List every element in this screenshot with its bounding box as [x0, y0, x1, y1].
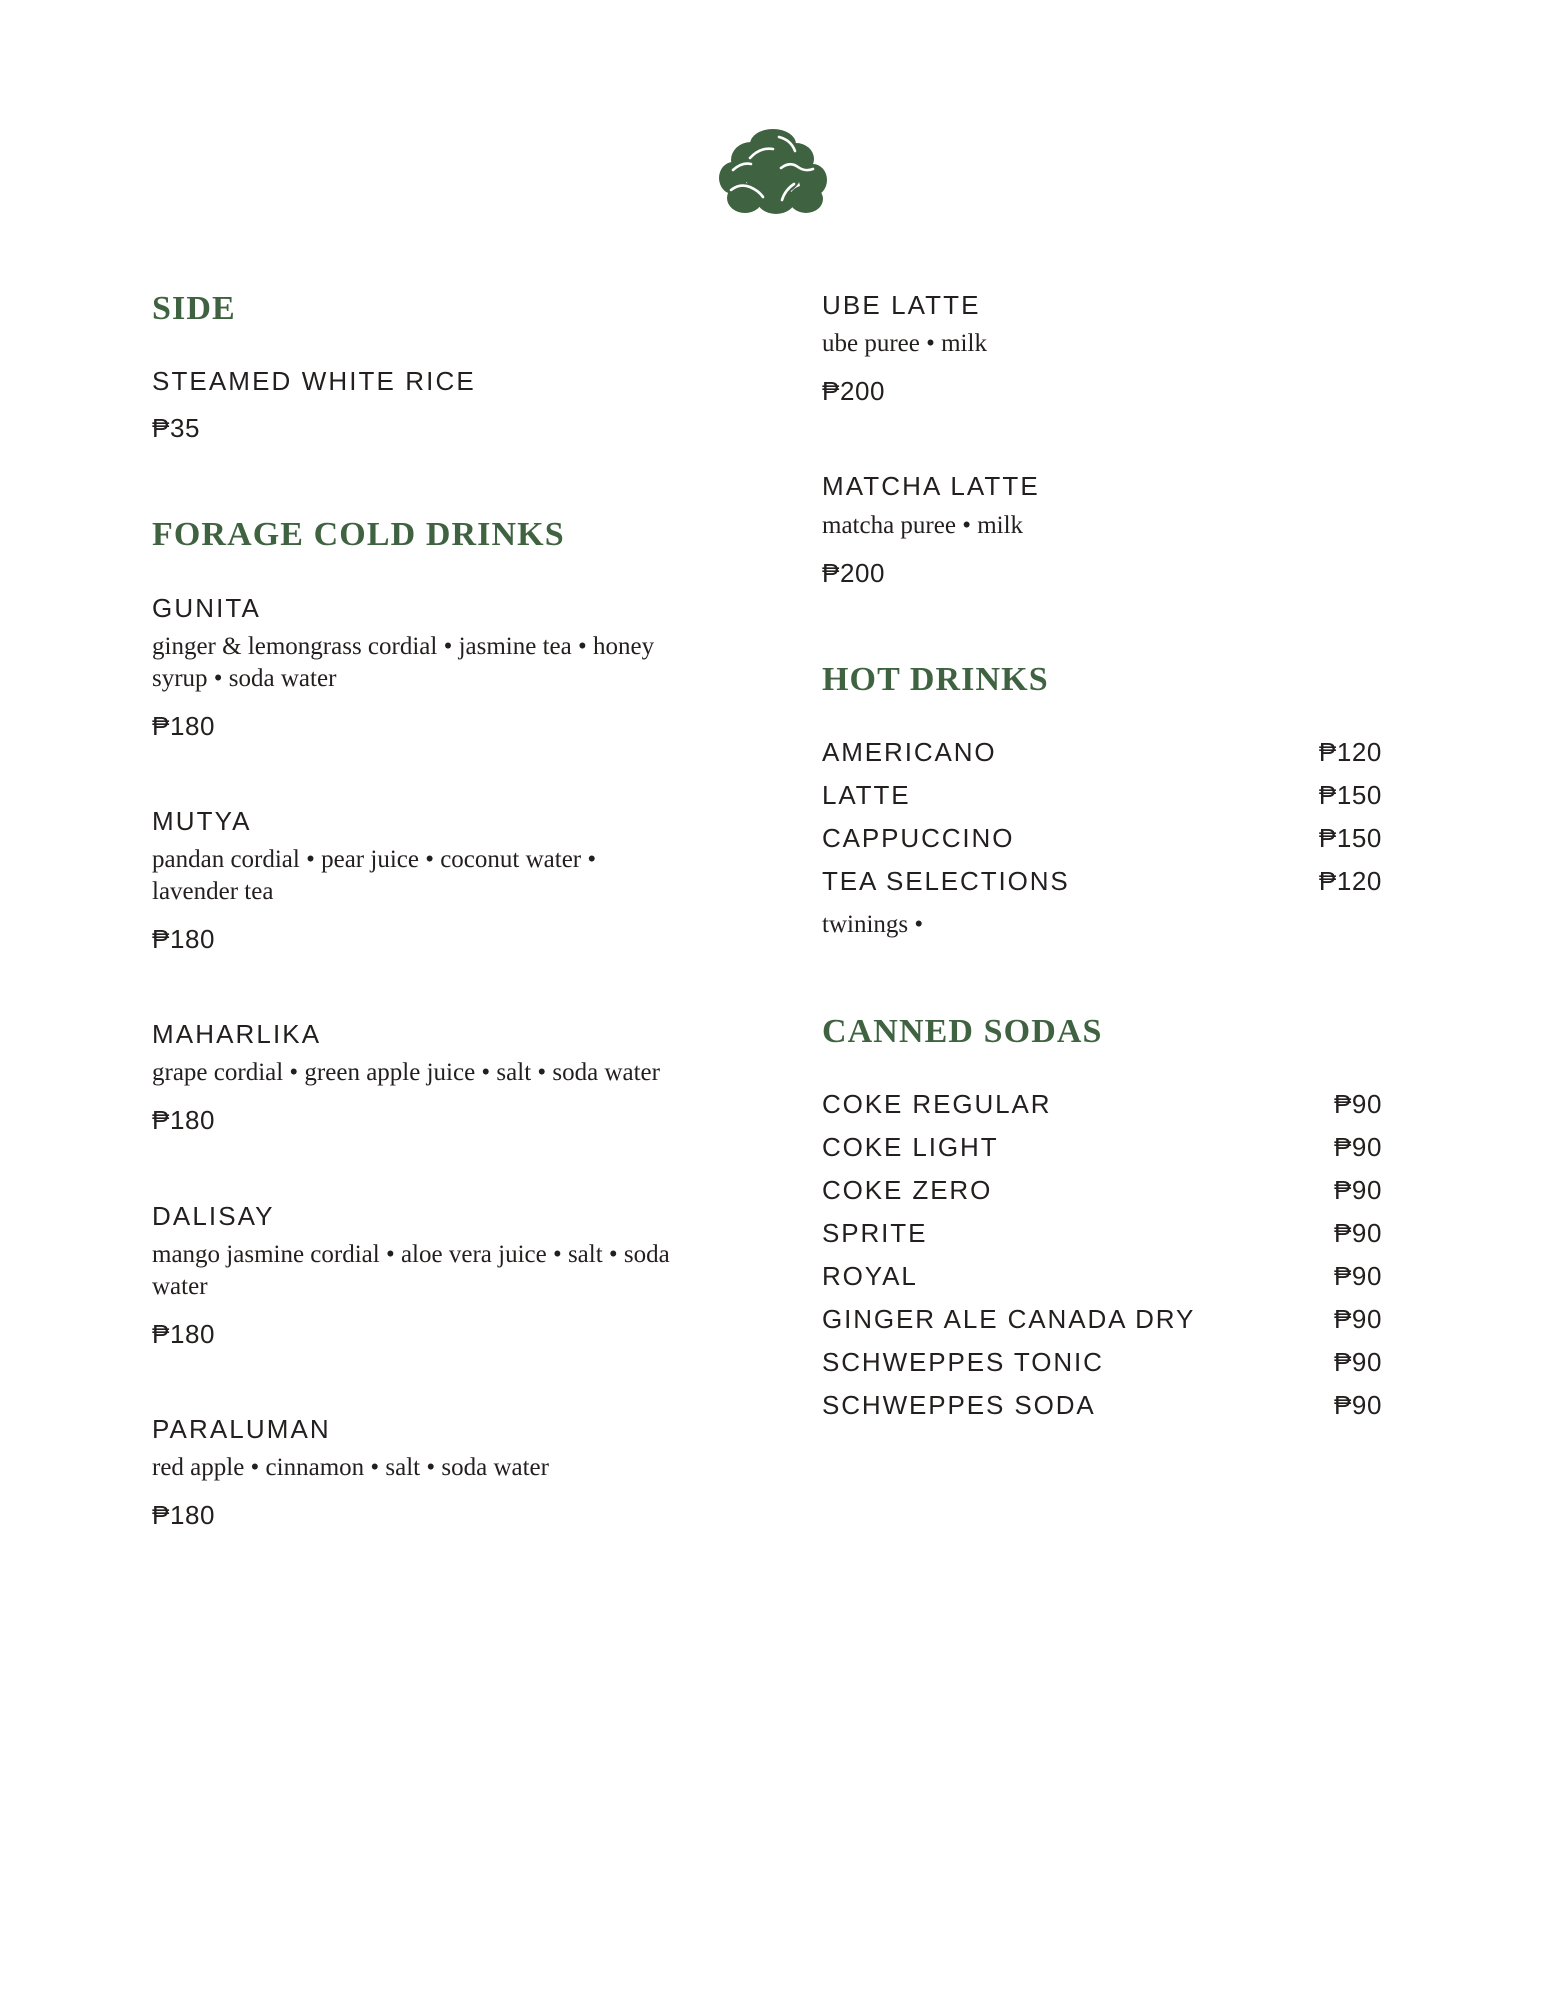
price-row-name: LATTE: [822, 779, 911, 810]
brand-logo: [0, 128, 1545, 214]
price-row-price: ₱90: [1333, 1174, 1382, 1205]
menu-item-gunita: [152, 593, 692, 742]
item-name: PARALUMAN: [152, 1414, 331, 1445]
price-row-name: COKE REGULAR: [822, 1088, 1052, 1119]
item-price: ₱200: [822, 557, 886, 588]
menu-item-matcha-latte: [822, 471, 1402, 588]
price-row-name: GINGER ALE CANADA DRY: [822, 1303, 1196, 1334]
menu-item-steamed-white-rice: [152, 366, 692, 444]
menu-item-maharlika: [152, 1019, 692, 1136]
price-row-price: ₱90: [1333, 1131, 1382, 1162]
price-row: [822, 780, 1382, 811]
price-row-name: TEA SELECTIONS: [822, 865, 1070, 896]
price-row: [822, 1175, 1382, 1206]
item-description: pandan cordial • pear juice • coconut water • lavender tea: [152, 846, 597, 906]
section-heading-canned-sodas: CANNED SODAS: [822, 1012, 1103, 1050]
menu-item-dalisay: [152, 1201, 692, 1350]
price-row-name: AMERICANO: [822, 736, 997, 767]
section-heading-forage-cold-drinks: FORAGE COLD DRINKS: [152, 516, 565, 554]
price-row-name: COKE ZERO: [822, 1174, 993, 1205]
item-description: mango jasmine cordial • aloe vera juice • salt • soda water: [152, 1240, 670, 1300]
menu-item-ube-latte: [822, 290, 1402, 407]
price-row-price: ₱120: [1318, 736, 1382, 767]
price-row: [822, 1390, 1382, 1421]
price-row: [822, 1132, 1382, 1163]
price-row-name: SPRITE: [822, 1217, 928, 1248]
item-price: ₱180: [152, 924, 216, 955]
menu-columns: [152, 290, 1402, 1531]
price-row-price: ₱90: [1333, 1346, 1382, 1377]
bush-logo-icon: [719, 128, 827, 214]
item-price: ₱180: [152, 1500, 216, 1531]
item-name: MUTYA: [152, 805, 252, 836]
price-row-price: ₱90: [1333, 1260, 1382, 1291]
canned-sodas-price-list: [822, 1089, 1402, 1421]
price-row-price: ₱90: [1333, 1217, 1382, 1248]
price-row-price: ₱120: [1318, 865, 1382, 896]
price-row-price: ₱150: [1318, 779, 1382, 810]
price-row: [822, 866, 1382, 897]
item-description: red apple • cinnamon • salt • soda water: [152, 1454, 549, 1482]
tea-selections-note: twinings •: [822, 910, 924, 938]
item-name: UBE LATTE: [822, 290, 981, 320]
price-row-name: SCHWEPPES TONIC: [822, 1346, 1104, 1377]
price-row: [822, 1304, 1382, 1335]
price-row-price: ₱90: [1333, 1303, 1382, 1334]
item-name: MAHARLIKA: [152, 1019, 322, 1050]
price-row-name: ROYAL: [822, 1260, 918, 1291]
item-name: DALISAY: [152, 1200, 275, 1231]
price-row-price: ₱150: [1318, 822, 1382, 853]
right-column: [822, 290, 1402, 1433]
menu-item-paraluman: [152, 1414, 692, 1531]
price-row: [822, 1089, 1382, 1120]
item-price: ₱200: [822, 376, 886, 407]
price-row: [822, 823, 1382, 854]
left-column: [152, 290, 692, 1531]
price-row-price: ₱90: [1333, 1088, 1382, 1119]
price-row-name: COKE LIGHT: [822, 1131, 999, 1162]
price-row-name: CAPPUCCINO: [822, 822, 1015, 853]
price-row: [822, 1347, 1382, 1378]
price-row-price: ₱90: [1333, 1389, 1382, 1420]
item-name: STEAMED WHITE RICE: [152, 366, 476, 397]
menu-item-mutya: [152, 806, 692, 955]
item-description: grape cordial • green apple juice • salt • soda water: [152, 1059, 660, 1087]
price-row-name: SCHWEPPES SODA: [822, 1389, 1096, 1420]
item-description: matcha puree • milk: [822, 511, 1024, 539]
price-row: [822, 1261, 1382, 1292]
hot-drinks-price-list: [822, 737, 1402, 941]
item-price: ₱180: [152, 1105, 216, 1136]
item-name: MATCHA LATTE: [822, 471, 1040, 502]
item-price: ₱35: [152, 413, 201, 444]
section-heading-hot-drinks: HOT DRINKS: [822, 660, 1049, 698]
item-name: GUNITA: [152, 592, 261, 623]
item-price: ₱180: [152, 710, 216, 741]
section-heading-side: SIDE: [152, 290, 236, 327]
price-row: [822, 737, 1382, 768]
price-row: [822, 1218, 1382, 1249]
item-description: ginger & lemongrass cordial • jasmine tea • honey syrup • soda water: [152, 632, 655, 692]
item-description: ube puree • milk: [822, 330, 987, 358]
item-price: ₱180: [152, 1318, 216, 1349]
